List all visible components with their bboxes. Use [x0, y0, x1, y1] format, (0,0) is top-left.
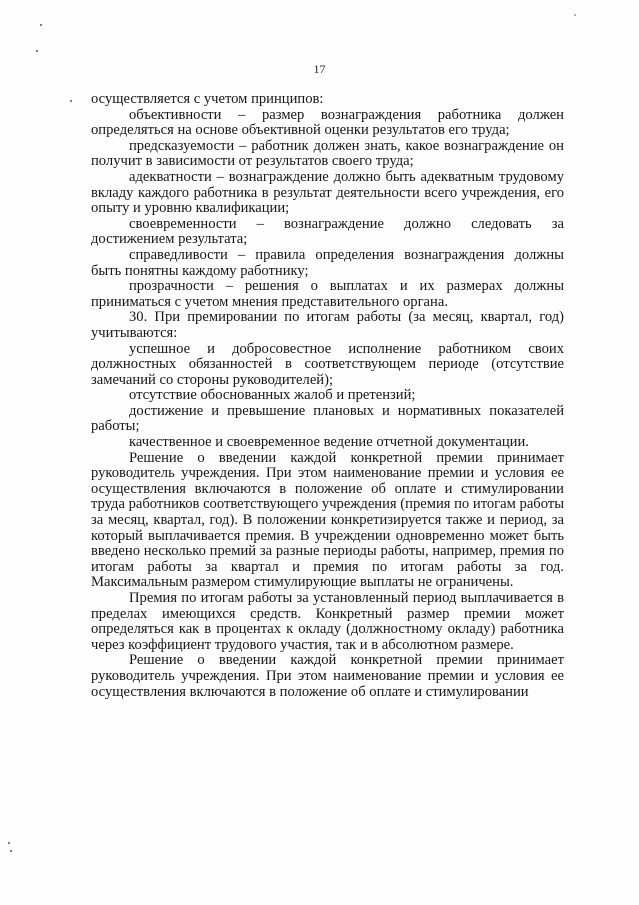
paragraph: адекватности – вознаграждение должно быть адекватным трудовому вкладу каждого работника в результат деятельности всего учреждения, его опыту и уровню квалификации; [91, 168, 564, 217]
paragraph: качественное и своевременное ведение отчетной документации. [129, 434, 529, 451]
scan-speck [70, 100, 72, 102]
scan-speck [8, 842, 10, 844]
scan-speck [40, 24, 42, 26]
body-text [91, 92, 564, 700]
paragraph: Премия по итогам работы за установленный период выплачивается в пределах имеющихся средств. Конкретный размер премии может определяться как в процентах к окладу (должностному окладу) работника через коэффициент трудового участия, так и в абсолютном размере. [91, 590, 564, 653]
scan-speck [10, 850, 12, 852]
paragraph: успешное и добросовестное исполнение работником своих должностных обязанностей в соответствующем периоде (отсутствие замечаний со стороны руководителей); [91, 340, 564, 388]
paragraph: Решение о введении каждой конкретной премии принимает руководитель учреждения. При этом наименование премии и условия ее осуществления включаются в положение об оплате и стимулировании труда работников соответствующего учреждения (премия по итогам работы за месяц, квартал, год). В положении конкретизируется также и период, за который выплачивается премия. В учреждении одновременно может быть введено несколько премий за разные периоды работы, например, премия по итогам работы за квартал и премия по итогам работы за год. Максимальным размером стимулирующие выплаты не ограничены. [91, 449, 565, 591]
paragraph: прозрачности – решения о выплатах и их размерах должны приниматься с учетом мнения представительного органа. [91, 278, 564, 310]
scan-speck [574, 14, 576, 16]
scan-speck [36, 50, 38, 52]
paragraph: предсказуемости – работник должен знать, какое вознаграждение он получит в зависимости от результатов своего труда; [91, 137, 564, 170]
paragraph: объективности – размер вознаграждения работника должен определяться на основе объективной оценки результатов его труда; [91, 106, 564, 139]
paragraph: своевременности – вознаграждение должно следовать за достижением результата; [91, 215, 564, 248]
paragraph: достижение и превышение плановых и нормативных показателей работы; [91, 402, 564, 435]
paragraph: 30. При премировании по итогам работы (за месяц, квартал, год) учитываются: [91, 309, 564, 341]
page-number: 17 [313, 62, 326, 76]
paragraph: осуществляется с учетом принципов: [91, 91, 324, 107]
paragraph: отсутствие обоснованных жалоб и претензий; [129, 387, 416, 404]
paragraph: Решение о введении каждой конкретной премии принимает руководитель учреждения. При этом наименование премии и условия ее осуществления включаются в положение об оплате и стимулировании [91, 652, 564, 700]
paragraph: справедливости – правила определения вознаграждения должны быть понятны каждому работнику; [91, 246, 564, 279]
